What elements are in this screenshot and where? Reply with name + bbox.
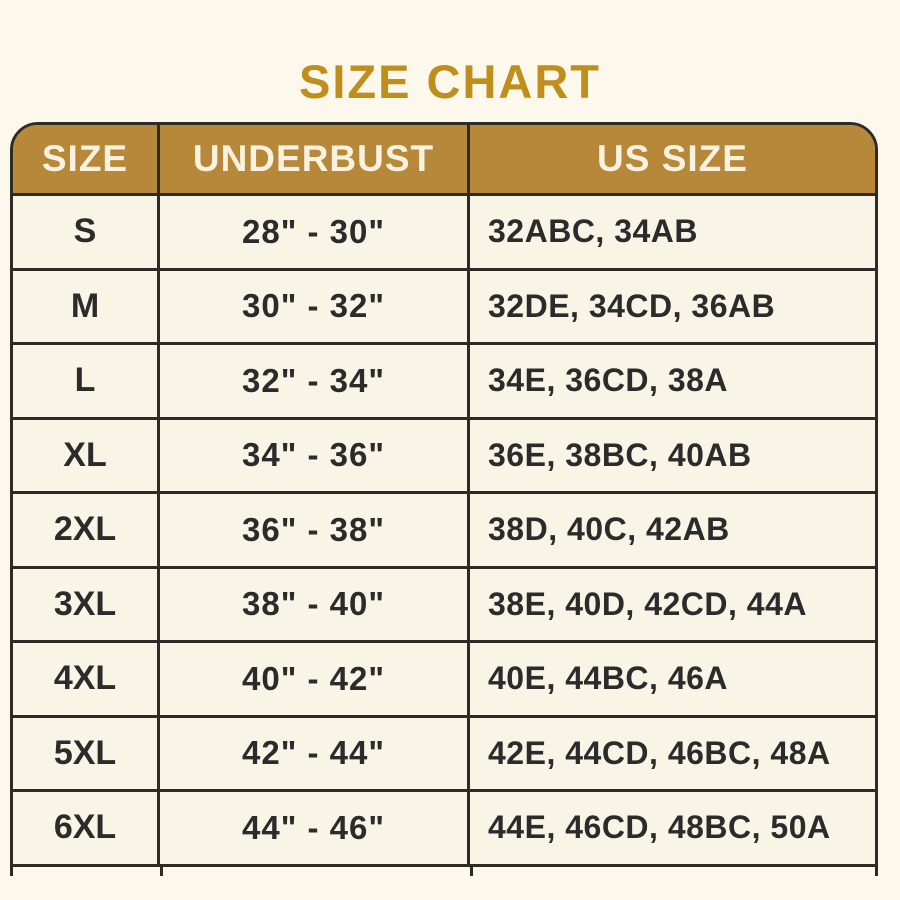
cell-ussize: 34E, 36CD, 38A (488, 362, 729, 399)
table-row (13, 566, 875, 641)
cell-size: 3XL (13, 569, 160, 641)
cell-ussize: 38E, 40D, 42CD, 44A (488, 585, 807, 622)
table-row (13, 268, 875, 343)
table-row (13, 640, 875, 715)
table-body (13, 193, 875, 864)
cell-ussize: 32ABC, 34AB (488, 213, 699, 250)
cell-underbust: 44" - 46" (160, 792, 470, 864)
table-row (13, 789, 875, 864)
header-cell-underbust: UNDERBUST (160, 125, 470, 193)
border-stub-divider-1 (160, 867, 163, 876)
table-row (13, 193, 875, 268)
size-chart-table-inner (10, 122, 878, 867)
cell-size: 5XL (13, 718, 160, 790)
cell-ussize: 36E, 38BC, 40AB (488, 436, 752, 473)
cell-size: S (13, 196, 160, 268)
cell-size: L (13, 345, 160, 417)
cell-ussize: 32DE, 34CD, 36AB (488, 287, 776, 324)
cell-size: 6XL (13, 792, 160, 864)
cell-size: M (13, 271, 160, 343)
border-stub-left (10, 867, 13, 876)
cell-size: 2XL (13, 494, 160, 566)
cell-ussize: 42E, 44CD, 46BC, 48A (488, 734, 831, 771)
table-row (13, 491, 875, 566)
table-row (13, 417, 875, 492)
page-title: SIZE CHART (299, 55, 601, 108)
cell-underbust: 34" - 36" (160, 420, 470, 492)
cell-ussize: 40E, 44BC, 46A (488, 660, 729, 697)
table-header-row (13, 125, 875, 193)
header-cell-us-size: US SIZE (597, 138, 748, 179)
cell-size: 4XL (13, 643, 160, 715)
border-stub-right (875, 867, 878, 876)
cell-underbust: 40" - 42" (160, 643, 470, 715)
cell-ussize: 38D, 40C, 42AB (488, 511, 730, 548)
cell-size: XL (13, 420, 160, 492)
cell-underbust: 38" - 40" (160, 569, 470, 641)
table-row (13, 715, 875, 790)
cell-ussize: 44E, 46CD, 48BC, 50A (488, 809, 831, 846)
size-chart-table (10, 122, 878, 867)
cell-underbust: 30" - 32" (160, 271, 470, 343)
cell-underbust: 32" - 34" (160, 345, 470, 417)
border-stub-divider-2 (470, 867, 473, 876)
cell-underbust: 42" - 44" (160, 718, 470, 790)
cell-underbust: 28" - 30" (160, 196, 470, 268)
cell-underbust: 36" - 38" (160, 494, 470, 566)
header-cell-size: SIZE (13, 125, 160, 193)
table-row (13, 342, 875, 417)
